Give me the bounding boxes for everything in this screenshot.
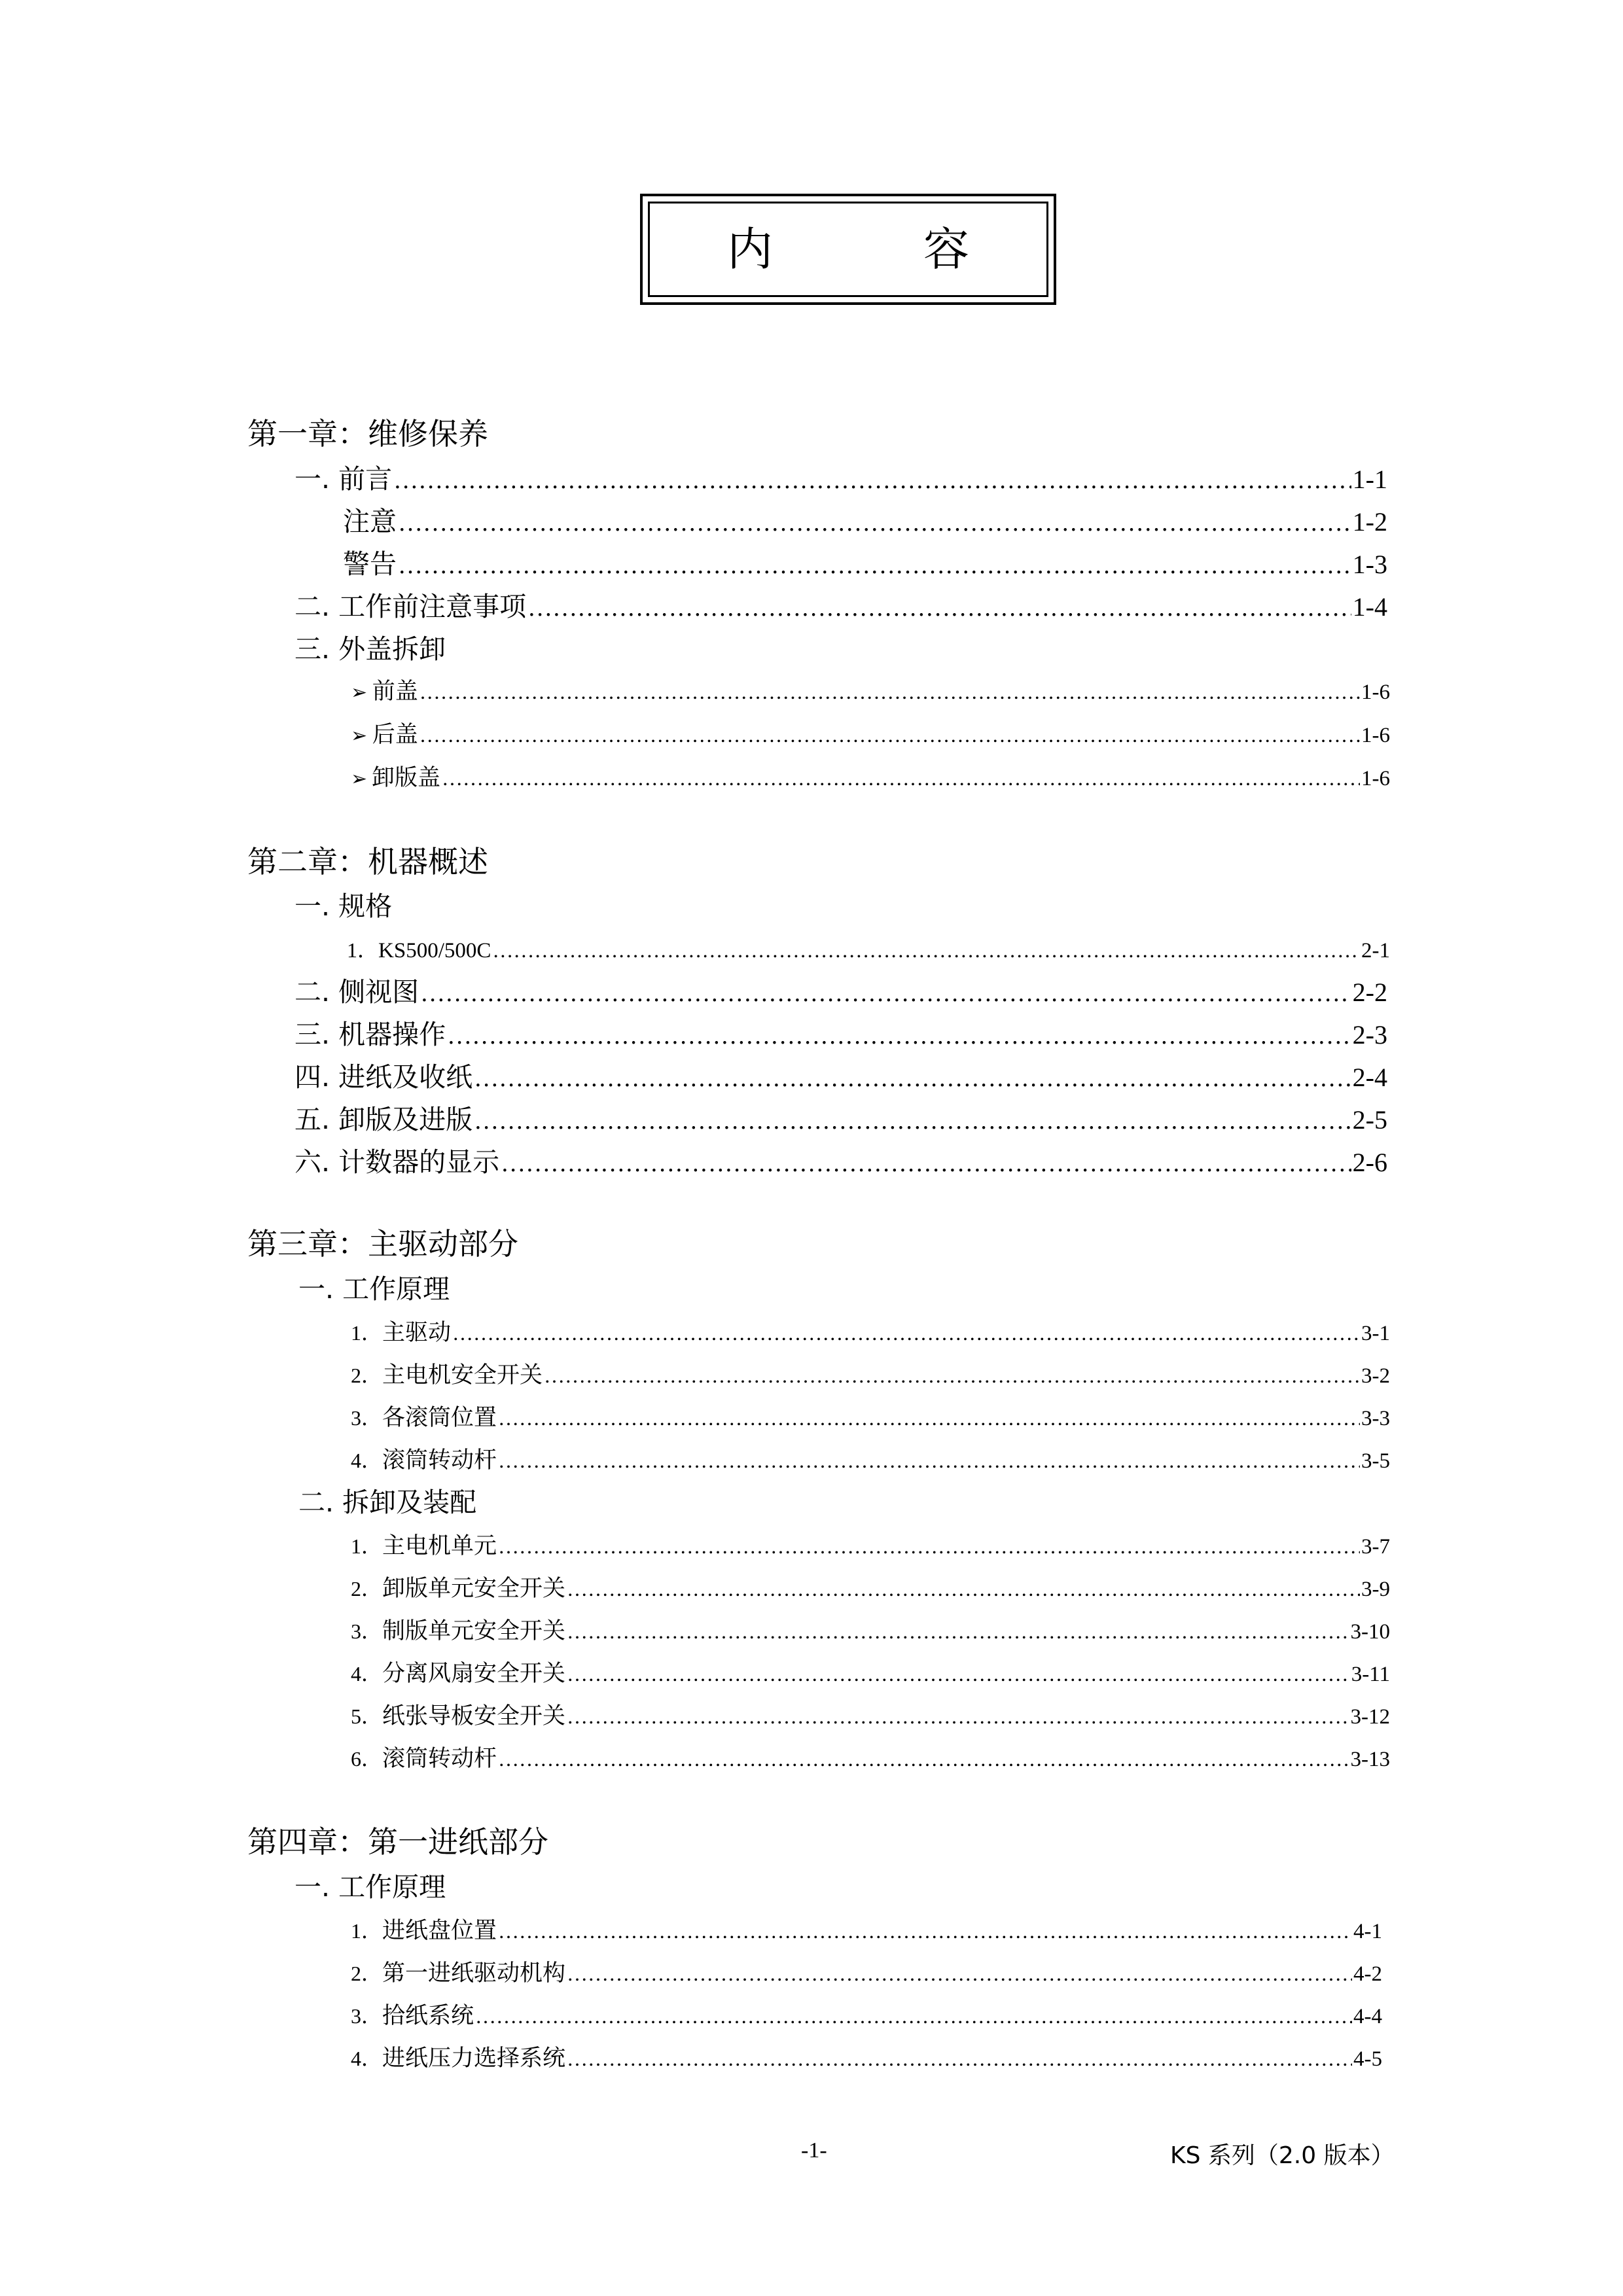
toc-page: 2-2 xyxy=(1352,978,1387,1007)
toc-page: 3-13 xyxy=(1350,1748,1390,1771)
toc-page: 3-12 xyxy=(1350,1705,1390,1729)
toc-entry[interactable] xyxy=(351,1322,1390,1345)
toc-label: 卸版单元安全开关 xyxy=(382,1576,566,1602)
toc-label: 三. 机器操作 xyxy=(294,1019,446,1050)
toc-page: 4-1 xyxy=(1353,1920,1382,1943)
toc-label: 进纸压力选择系统 xyxy=(382,2045,566,2072)
toc-entry[interactable] xyxy=(294,1106,1387,1133)
toc-section-label: 一. 工作原理 xyxy=(294,1871,446,1903)
toc-entry[interactable] xyxy=(351,767,1390,790)
toc-page: 3-9 xyxy=(1361,1578,1390,1601)
toc-dots xyxy=(567,1963,1352,1984)
toc-entry[interactable] xyxy=(351,1920,1382,1943)
toc-dots xyxy=(420,981,1351,1006)
toc-entry[interactable] xyxy=(343,548,1387,580)
toc-dots xyxy=(474,1066,1351,1091)
toc-label: 进纸盘位置 xyxy=(382,1918,497,1944)
toc-label: 二. 侧视图 xyxy=(294,976,419,1008)
toc-entry[interactable] xyxy=(294,976,1387,1008)
toc-number: 6． xyxy=(351,1747,383,1771)
chapter-2-heading: 第二章：机器概述 xyxy=(247,844,488,879)
arrow-bullet-icon: ➢ xyxy=(351,724,368,747)
toc-page: 3-2 xyxy=(1361,1364,1390,1388)
toc-label: 滚筒转动杆 xyxy=(382,1746,497,1772)
toc-entry[interactable] xyxy=(351,1620,1390,1643)
toc-label: 四. 进纸及收纸 xyxy=(294,1061,473,1093)
toc-label: KS500/500C xyxy=(378,939,491,963)
toc-number: 1． xyxy=(351,1534,383,1558)
toc-dots xyxy=(442,768,1360,788)
toc-number: 4． xyxy=(351,1449,383,1472)
toc-dots xyxy=(452,1322,1360,1343)
toc-dots xyxy=(393,468,1351,493)
toc-number: 3． xyxy=(351,1406,383,1430)
toc-entry[interactable] xyxy=(351,1449,1390,1472)
toc-number: 2． xyxy=(351,1962,383,1985)
toc-dots xyxy=(567,1663,1350,1684)
toc-dots xyxy=(498,1450,1360,1471)
toc-entry[interactable] xyxy=(351,1705,1390,1728)
toc-page: 2-6 xyxy=(1352,1148,1387,1177)
toc-label: 纸张导板安全开关 xyxy=(382,1703,566,1729)
toc-page: 4-5 xyxy=(1353,2047,1382,2071)
toc-entry[interactable] xyxy=(343,508,1387,535)
toc-dots xyxy=(567,1621,1349,1642)
toc-entry[interactable] xyxy=(351,1535,1390,1558)
title-char-1: 内 xyxy=(727,222,773,276)
title-char-2: 容 xyxy=(923,222,969,276)
toc-label: 警告 xyxy=(343,548,397,580)
toc-section-label: 二. 拆卸及装配 xyxy=(298,1487,477,1518)
toc-page: 2-3 xyxy=(1352,1020,1387,1050)
toc-dots xyxy=(498,1748,1349,1769)
toc-entry[interactable] xyxy=(351,2005,1382,2028)
toc-dots xyxy=(567,1578,1360,1599)
toc-page: 1-2 xyxy=(1352,507,1387,537)
arrow-bullet-icon: ➢ xyxy=(351,681,368,704)
toc-entry[interactable] xyxy=(351,680,1390,703)
toc-dots xyxy=(447,1023,1351,1048)
toc-page: 3-10 xyxy=(1350,1620,1390,1644)
toc-label: 分离风扇安全开关 xyxy=(382,1661,566,1687)
toc-dots xyxy=(475,2005,1352,2026)
toc-dots xyxy=(498,1407,1360,1428)
toc-label: 滚筒转动杆 xyxy=(382,1447,497,1474)
footer-page-number: -1- xyxy=(801,2138,827,2163)
toc-section-label: 三. 外盖拆卸 xyxy=(294,633,446,665)
toc-dots xyxy=(419,681,1360,702)
toc-entry[interactable] xyxy=(294,1061,1387,1093)
toc-page: 2-5 xyxy=(1352,1105,1387,1135)
toc-entry[interactable] xyxy=(294,593,1387,620)
toc-entry[interactable] xyxy=(294,1021,1387,1048)
toc-dots xyxy=(474,1108,1351,1133)
chapter-3-heading: 第三章：主驱动部分 xyxy=(247,1226,518,1262)
toc-entry[interactable] xyxy=(351,724,1390,747)
toc-entry[interactable] xyxy=(351,1364,1390,1387)
toc-page: 2-1 xyxy=(1361,939,1390,963)
toc-page: 3-11 xyxy=(1351,1663,1390,1686)
toc-label: 二. 工作前注意事项 xyxy=(294,591,527,622)
toc-label: 第一进纸驱动机构 xyxy=(382,1960,566,1987)
toc-section-label: 一. 工作原理 xyxy=(298,1273,450,1305)
toc-dots xyxy=(398,553,1351,578)
toc-entry[interactable] xyxy=(351,1407,1390,1430)
toc-entry[interactable] xyxy=(294,1146,1387,1178)
toc-entry[interactable] xyxy=(351,1663,1390,1686)
toc-number: 3． xyxy=(351,1619,383,1643)
toc-entry[interactable] xyxy=(351,2047,1382,2070)
toc-dots xyxy=(567,1706,1349,1727)
toc-label: 前盖 xyxy=(372,679,418,705)
toc-page: 3-3 xyxy=(1361,1407,1390,1430)
toc-page: 1-6 xyxy=(1361,767,1390,790)
toc-number: 2． xyxy=(351,1364,383,1387)
toc-number: 3． xyxy=(351,2004,383,2028)
footer-series-label: KS 系列（2.0 版本） xyxy=(1170,2142,1395,2169)
title-box xyxy=(640,194,1056,305)
toc-number: 2． xyxy=(351,1577,383,1600)
toc-number: 4． xyxy=(351,1662,383,1686)
toc-label: 各滚筒位置 xyxy=(382,1405,497,1431)
toc-entry[interactable] xyxy=(351,1578,1390,1600)
toc-entry[interactable] xyxy=(351,1748,1390,1771)
toc-dots xyxy=(492,940,1360,961)
toc-dots xyxy=(498,1920,1352,1941)
title-inner-frame xyxy=(648,202,1048,297)
toc-number: 1． xyxy=(347,938,379,962)
toc-label: 主电机安全开关 xyxy=(382,1362,543,1388)
toc-label: 拾纸系统 xyxy=(382,2003,474,2029)
toc-label: 六. 计数器的显示 xyxy=(294,1146,500,1178)
toc-dots xyxy=(498,1536,1360,1557)
toc-number: 1． xyxy=(351,1321,383,1345)
toc-label: 卸版盖 xyxy=(371,765,440,791)
toc-number: 4． xyxy=(351,2047,383,2070)
toc-page: 4-4 xyxy=(1353,2005,1382,2028)
toc-dots xyxy=(527,595,1351,620)
toc-page: 4-2 xyxy=(1353,1962,1382,1986)
toc-page: 3-1 xyxy=(1361,1322,1390,1345)
toc-page: 3-5 xyxy=(1361,1449,1390,1473)
toc-label: 五. 卸版及进版 xyxy=(294,1104,473,1135)
toc-page: 3-7 xyxy=(1361,1535,1390,1559)
toc-label: 后盖 xyxy=(372,722,418,748)
chapter-4-heading: 第四章：第一进纸部分 xyxy=(247,1824,548,1860)
toc-label: 一. 前言 xyxy=(294,463,393,495)
toc-label: 注意 xyxy=(343,506,397,537)
toc-page: 1-4 xyxy=(1352,592,1387,622)
toc-dots xyxy=(544,1365,1360,1386)
toc-dots xyxy=(398,510,1351,535)
toc-label: 制版单元安全开关 xyxy=(382,1618,566,1644)
toc-number: 5． xyxy=(351,1704,383,1728)
toc-number: 1． xyxy=(351,1919,383,1943)
arrow-bullet-icon: ➢ xyxy=(351,768,368,790)
toc-label: 主电机单元 xyxy=(382,1533,497,1559)
toc-page: 1-6 xyxy=(1361,724,1390,747)
toc-entry[interactable] xyxy=(351,1962,1382,1985)
toc-page: 1-6 xyxy=(1361,680,1390,704)
toc-page: 1-3 xyxy=(1352,550,1387,579)
toc-page: 2-4 xyxy=(1352,1063,1387,1092)
toc-dots xyxy=(567,2048,1352,2069)
toc-page: 1-1 xyxy=(1352,465,1387,494)
toc-label: 主驱动 xyxy=(382,1320,452,1346)
toc-entry[interactable] xyxy=(347,940,1390,962)
toc-entry[interactable] xyxy=(294,463,1387,495)
chapter-1-heading: 第一章：维修保养 xyxy=(247,416,488,451)
toc-section-label: 一. 规格 xyxy=(294,891,393,922)
toc-dots xyxy=(501,1151,1351,1176)
toc-dots xyxy=(419,724,1360,745)
